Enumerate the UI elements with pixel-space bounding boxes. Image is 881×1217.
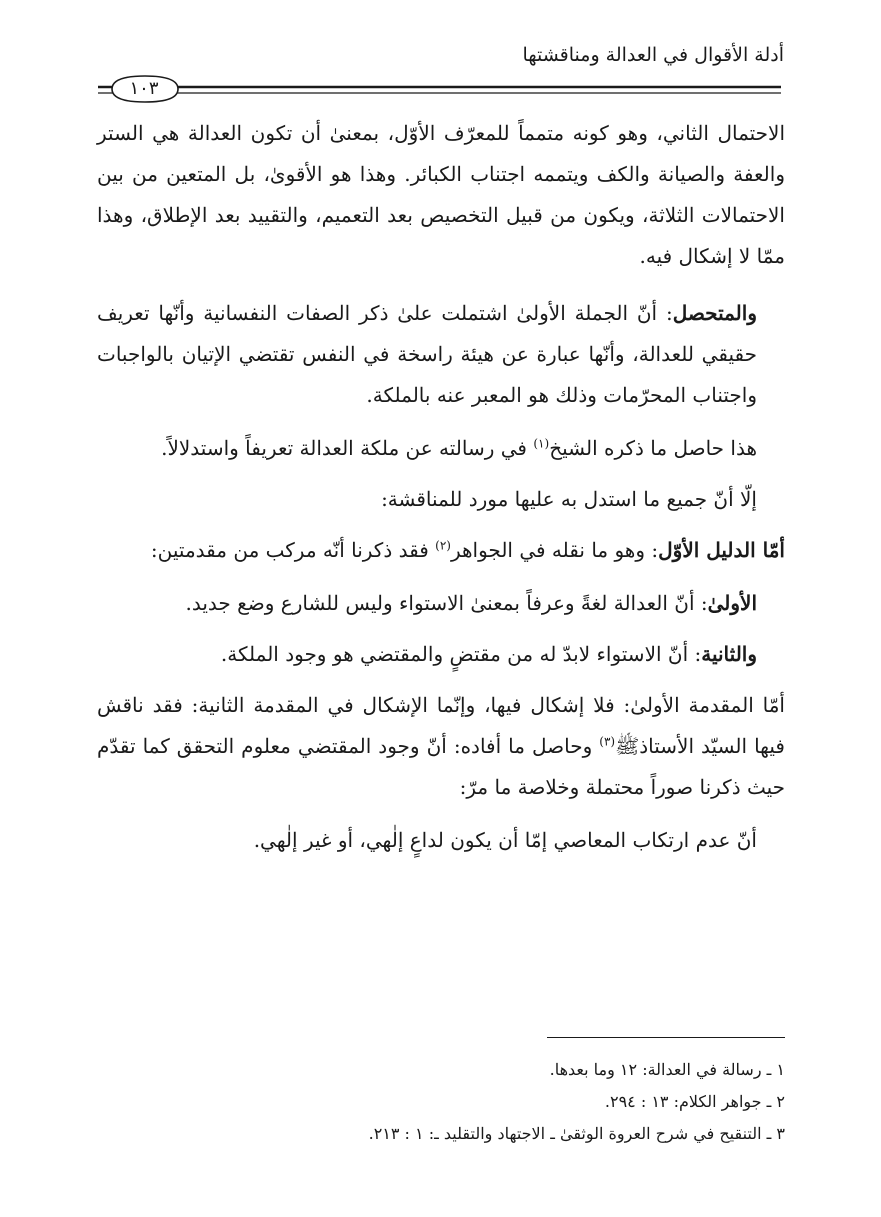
paragraph-3 [97,428,785,469]
footnotes [97,1054,785,1150]
paragraph-7-text: : أنّ الاستواء لابدّ له من مقتضٍ والمقتضي هو وجود الملكة. [220,642,702,666]
main-text [97,113,785,861]
footnote-3: ٣ ـ التنقيح في شرح العروة الوثقىٰ ـ الاجتهاد والتقليد ـ: ١ : ٢١٣. [368,1124,785,1143]
paragraph-1-text: الاحتمال الثاني، وهو كونه متمماً للمعرّف الأوّل، بمعنىٰ أن تكون العدالة هي الستر والعفة والصيانة والكف ويتممه اجتناب الكبائر. وهذا هو الأقوىٰ، بل المتعين من بين الاحتمالات الثلاثة، ويكون من قبيل التخصيص بعد التعميم، والتقييد بعد الإطلاق، وهذا ممّا لا إشكال فيه. [97,121,785,268]
paragraph-5 [97,530,785,571]
paragraph-1 [97,113,785,277]
paragraph-7-keyword: والثانية [701,642,757,666]
paragraph-4 [97,479,785,520]
paragraph-5-text-a: : وهو ما نقله في الجواهر [450,538,659,562]
paragraph-9 [97,820,785,861]
footnote-ref-2[interactable]: (٢) [435,538,451,553]
running-header-title: أدلة الأقوال في العدالة ومناقشتها [522,44,784,66]
page-number: ١٠٣ [129,78,159,99]
honorific-mark: ﷺ [615,734,640,758]
paragraph-8-text-b: وحاصل ما أفاده: أنّ وجود المقتضي معلوم التحقق كما تقدّم حيث ذكرنا صوراً محتملة وخلاصة ما مرّ: [97,734,785,799]
footnote-ref-1[interactable]: (١) [533,436,550,451]
footnote-ref-3[interactable]: (٣) [599,734,616,749]
paragraph-6-keyword: الأولىٰ [707,591,757,615]
paragraph-2 [97,293,785,416]
paragraph-6 [97,583,785,624]
paragraph-6-text: : أنّ العدالة لغةً وعرفاً بمعنىٰ الاستواء وليس للشارع وضع جديد. [185,591,708,615]
paragraph-5-keyword: أمّا الدليل الأوّل [658,538,785,562]
paragraph-9-text: أنّ عدم ارتكاب المعاصي إمّا أن يكون لداعٍ إلٰهي، أو غير إلٰهي. [253,828,757,852]
footnote-separator [547,1037,785,1038]
footnote-2: ٢ ـ جواهر الكلام: ١٣ : ٢٩٤. [604,1092,785,1111]
paragraph-3-text-a: هذا حاصل ما ذكره الشيخ [549,436,757,460]
paragraph-2-text: : أنّ الجملة الأولىٰ اشتملت علىٰ ذكر الصفات النفسانية وأنّها تعريف حقيقي للعدالة، وأنّها عبارة عن هيئة راسخة في النفس تقتضي الإتيان بالواجبات واجتناب المحرّمات وذلك هو المعبر عنه بالملكة. [97,301,757,407]
footnote-1: ١ ـ رسالة في العدالة: ١٢ وما بعدها. [549,1060,785,1079]
paragraph-4-text: إلّا أنّ جميع ما استدل به عليها مورد للمناقشة: [381,487,757,511]
paragraph-7 [97,634,785,675]
header-rule [98,74,781,104]
paragraph-8 [97,685,785,808]
paragraph-5-text-b: فقد ذكرنا أنّه مركب من مقدمتين: [150,538,436,562]
paragraph-2-keyword: والمتحصل [672,301,757,325]
paragraph-3-text-b: في رسالته عن ملكة العدالة تعريفاً واستدلالاً. [161,436,534,460]
paragraph-8-text-a: أمّا المقدمة الأولىٰ: فلا إشكال فيها، وإنّما الإشكال في المقدمة الثانية: فقد ناقش فيها السيّد الأستاذ [97,693,785,758]
